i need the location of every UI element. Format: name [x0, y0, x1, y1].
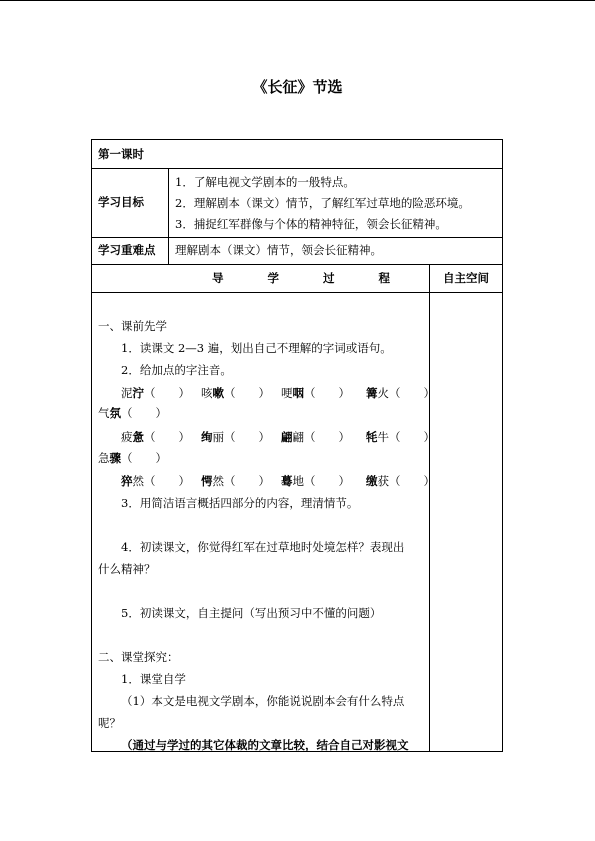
pinyin-word: 哽咽（ ）: [281, 386, 350, 400]
process-header: 导 学 过 程: [212, 271, 411, 285]
task-item: 5．初读课文，自主提问（写出预习中不懂的问题）: [121, 606, 382, 620]
page-title: 《长征》节选: [252, 78, 343, 96]
task-item: 1．课堂自学: [121, 672, 186, 686]
pinyin-row: [98, 451, 167, 466]
hint-text: （通过与学过的其它体裁的文章比较，结合自己对影视文: [121, 738, 409, 752]
pinyin-word: 急骤（ ）: [98, 451, 167, 465]
task-item-continued: 什么精神？: [98, 562, 156, 576]
pinyin-word: 牦牛（ ）: [366, 430, 435, 444]
row-divider: [92, 168, 502, 169]
pinyin-word: 愕然（ ）: [201, 474, 270, 488]
pinyin-word: 绚丽（ ）: [201, 430, 270, 444]
task-item: 2．给加点的字注音。: [121, 363, 232, 377]
section-heading: 二、课堂探究：: [98, 650, 179, 664]
top-rule: [0, 0, 595, 1]
section-heading: 一、课前先学: [98, 319, 167, 333]
lesson-table: [91, 139, 503, 752]
pinyin-word: 猝然（ ）: [121, 474, 190, 488]
task-item: 4．初读课文，你觉得红军在过草地时处境怎样？表现出: [121, 540, 405, 554]
task-item: 1．读课文 2—3 遍，划出自己不理解的字词或语句。: [121, 341, 392, 355]
self-space-header: 自主空间: [443, 271, 489, 285]
label-column-divider: [168, 168, 169, 264]
task-item: 3．用简洁语言概括四部分的内容，理清情节。: [121, 496, 359, 510]
goal-item: 2．理解剧本（课文）情节，了解红军过草地的险恶环境。: [175, 196, 470, 210]
key-points-label: 学习重难点: [98, 243, 156, 257]
pinyin-word: 缴获（ ）: [366, 474, 435, 488]
row-divider: [92, 237, 502, 238]
pinyin-row: [98, 406, 167, 421]
self-space-column-divider: [429, 264, 430, 752]
pinyin-word: 蓦地（ ）: [281, 474, 350, 488]
pinyin-word: 泥泞（ ）: [121, 386, 190, 400]
pinyin-word: 翩翩（ ）: [281, 430, 350, 444]
pinyin-word: 篝火（ ）: [366, 386, 435, 400]
pinyin-word: 气氛（ ）: [98, 406, 167, 420]
goal-item: 1．了解电视文学剧本的一般特点。: [175, 175, 355, 189]
goal-item: 3．捕捉红军群像与个体的精神特征，领会长征精神。: [175, 217, 447, 231]
pinyin-word: 咳嗽（ ）: [201, 386, 270, 400]
row-divider: [92, 264, 502, 265]
goals-label: 学习目标: [98, 195, 144, 209]
key-points-text: 理解剧本（课文）情节，领会长征精神。: [175, 243, 382, 257]
question-item: （1）本文是电视文学剧本，你能说说剧本会有什么特点: [121, 694, 405, 708]
lesson-label: 第一课时: [98, 147, 144, 161]
question-item-continued: 呢？: [98, 716, 121, 730]
pinyin-word: 疲惫（ ）: [121, 430, 190, 444]
row-divider: [92, 292, 502, 293]
